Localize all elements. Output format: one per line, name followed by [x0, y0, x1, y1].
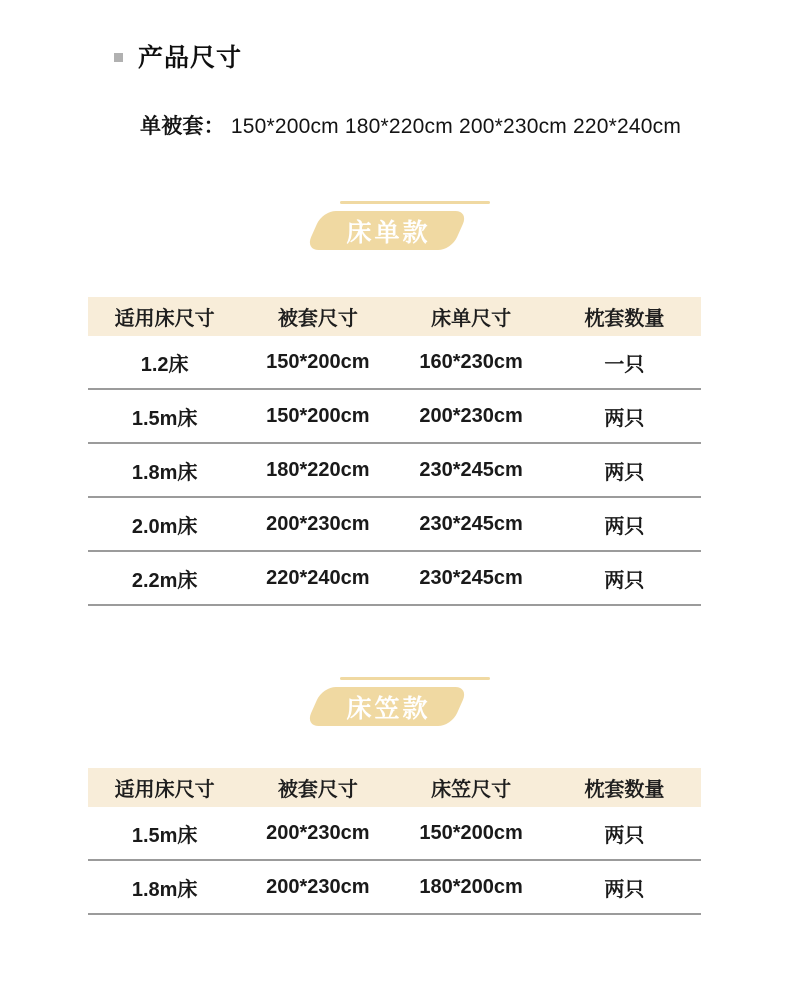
cell-sheet-size: 230*245cm — [419, 458, 523, 481]
cell-pillowcases: 两只 — [604, 461, 645, 484]
badge-label: 床单款 — [346, 218, 431, 247]
cell-sheet-size: 200*230cm — [419, 404, 523, 427]
cell-pillowcases: 两只 — [604, 407, 645, 430]
section-heading — [0, 0, 790, 74]
col-header-bed-size: 适用床尺寸 — [114, 779, 215, 801]
size-table-bed-sheet — [88, 297, 701, 606]
col-header-duvet-size: 被套尺寸 — [277, 779, 358, 801]
cell-pillowcases: 两只 — [604, 515, 645, 538]
badge-accent-bar — [340, 201, 490, 204]
cell-sheet-size: 230*245cm — [419, 566, 523, 589]
col-header-bed-size: 适用床尺寸 — [114, 308, 215, 330]
cell-bed-size: 1.5m床 — [131, 407, 198, 430]
table-row — [88, 336, 701, 390]
cell-bed-size: 1.2床 — [140, 353, 189, 376]
table-row — [88, 861, 701, 915]
cell-fitted-size: 150*200cm — [419, 821, 523, 844]
badge-label: 床笠款 — [346, 694, 431, 723]
cell-pillowcases: 一只 — [604, 353, 645, 376]
cell-bed-size: 1.8m床 — [131, 461, 198, 484]
cell-duvet-size: 150*200cm — [266, 404, 370, 427]
cell-duvet-size: 220*240cm — [266, 566, 370, 589]
cell-duvet-size: 180*220cm — [266, 458, 370, 481]
bullet-square-icon — [114, 53, 123, 62]
table-header-row — [88, 297, 701, 336]
cell-pillowcases: 两只 — [604, 569, 645, 592]
cell-bed-size: 2.2m床 — [131, 569, 198, 592]
cell-fitted-size: 180*200cm — [419, 875, 523, 898]
col-header-fitted-size: 床笠尺寸 — [431, 779, 512, 801]
badge-fitted-sheet-style — [302, 677, 488, 726]
cell-bed-size: 1.8m床 — [131, 878, 198, 901]
cell-duvet-size: 200*230cm — [266, 821, 370, 844]
table-header-row — [88, 768, 701, 807]
cell-duvet-size: 200*230cm — [266, 512, 370, 535]
cell-sheet-size: 230*245cm — [419, 512, 523, 535]
cell-pillowcases: 两只 — [604, 824, 645, 847]
cell-bed-size: 2.0m床 — [131, 515, 198, 538]
table-row — [88, 807, 701, 861]
col-header-sheet-size: 床单尺寸 — [431, 308, 512, 330]
badge-bed-sheet-style — [302, 201, 488, 250]
duvet-sizes-values: 150*200cm 180*220cm 200*230cm 220*240cm — [230, 115, 682, 138]
badge-accent-bar — [340, 677, 490, 680]
col-header-duvet-size: 被套尺寸 — [277, 308, 358, 330]
cell-duvet-size: 200*230cm — [266, 875, 370, 898]
cell-sheet-size: 160*230cm — [419, 350, 523, 373]
table-row — [88, 390, 701, 444]
col-header-pillowcases: 枕套数量 — [584, 308, 665, 330]
duvet-sizes-line — [0, 110, 790, 140]
cell-bed-size: 1.5m床 — [131, 824, 198, 847]
size-table-fitted-sheet — [88, 768, 701, 915]
col-header-pillowcases: 枕套数量 — [584, 779, 665, 801]
page-title: 产品尺寸 — [138, 44, 243, 72]
table-row — [88, 498, 701, 552]
cell-pillowcases: 两只 — [604, 878, 645, 901]
table-row — [88, 444, 701, 498]
duvet-sizes-label: 单被套： — [140, 115, 225, 138]
table-row — [88, 552, 701, 606]
cell-duvet-size: 150*200cm — [266, 350, 370, 373]
